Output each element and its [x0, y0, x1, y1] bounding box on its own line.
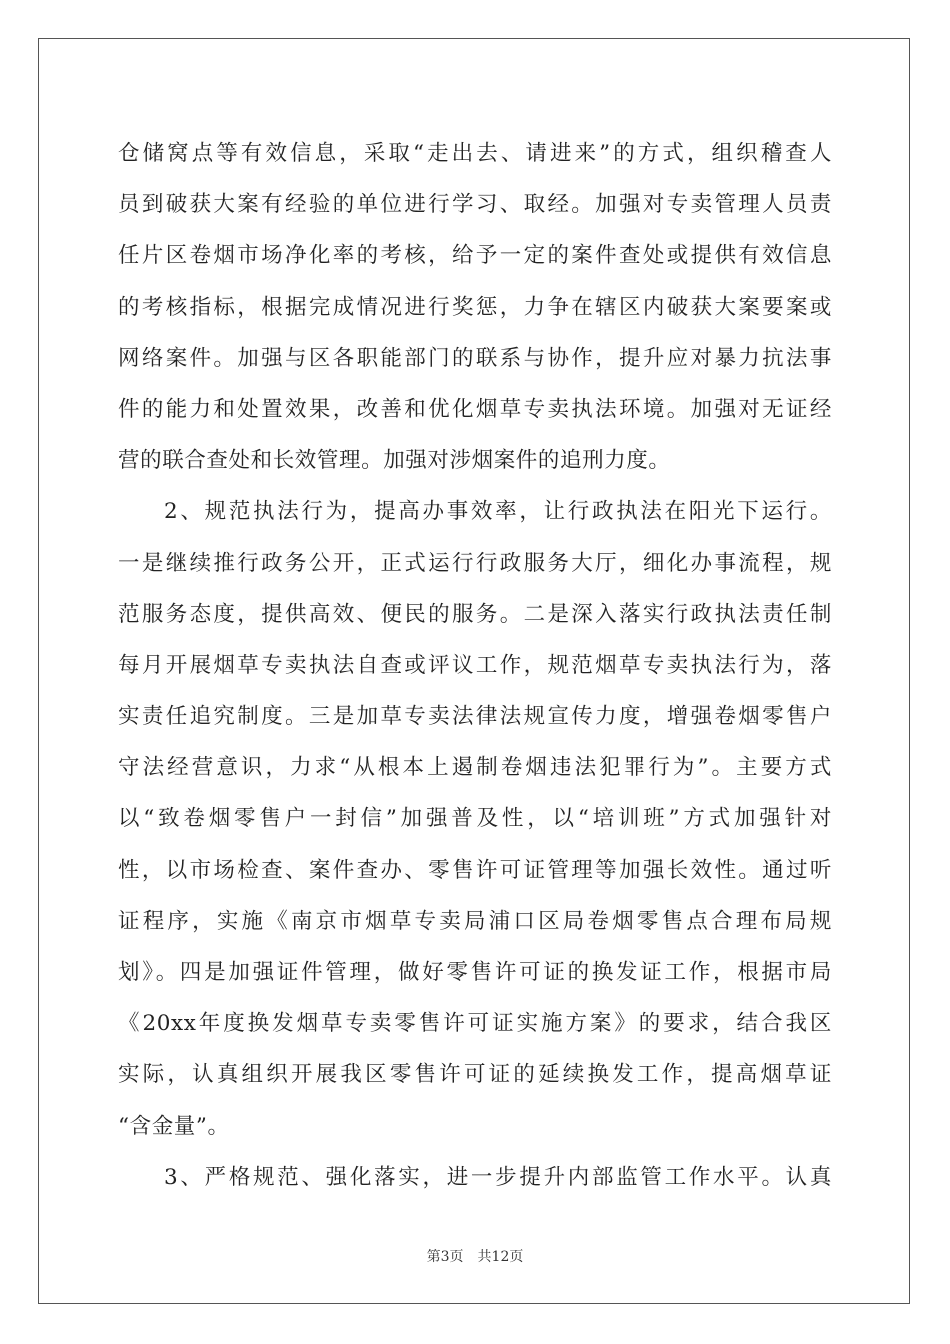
text-line: 《20xx年度换发烟草专卖零售许可证实施方案》的要求，结合我区: [118, 1011, 832, 1037]
text-line: 任片区卷烟市场净化率的考核，给予一定的案件查处或提供有效信息: [118, 243, 832, 269]
text-line: 划》。四是加强证件管理，做好零售许可证的换发证工作，根据市局: [118, 960, 832, 985]
text-line: 网络案件。加强与区各职能部门的联系与协作，提升应对暴力抗法事: [118, 345, 832, 371]
text-line: 实际，认真组织开展我区零售许可证的延续换发工作，提高烟草证: [118, 1062, 832, 1088]
text-line: 以“致卷烟零售户一封信”加强普及性，以“培训班”方式加强针对: [118, 806, 832, 832]
text-line: 件的能力和处置效果，改善和优化烟草专卖执法环境。加强对无证经: [118, 396, 832, 422]
text-line: 证程序，实施《南京市烟草专卖局浦口区局卷烟零售点合理布局规: [118, 908, 832, 934]
page-footer: [0, 1246, 950, 1266]
text-line: 性，以市场检查、案件查办、零售许可证管理等加强长效性。通过听: [118, 857, 832, 883]
text-line: 仓储窝点等有效信息，采取“走出去、请进来”的方式，组织稽查人: [118, 141, 832, 166]
text-line: “含金量”。: [118, 1113, 230, 1139]
text-line: 范服务态度，提供高效、便民的服务。二是深入落实行政执法责任制: [118, 601, 832, 627]
text-line: 实责任追究制度。三是加草专卖法律法规宣传力度，增强卷烟零售户: [118, 704, 832, 730]
page-total: 共12页: [477, 1249, 524, 1265]
text-line: 的考核指标，根据完成情况进行奖惩，力争在辖区内破获大案要案或: [118, 294, 832, 320]
document-body: [118, 128, 832, 1203]
text-line: 守法经营意识，力求“从根本上遏制卷烟违法犯罪行为”。主要方式: [118, 755, 832, 781]
paragraph-heading-2: 2、规范执法行为，提高办事效率，让行政执法在阳光下运行。: [164, 499, 832, 525]
page-number: 第3页: [426, 1249, 464, 1265]
text-line: 营的联合查处和长效管理。加强对涉烟案件的追刑力度。: [118, 448, 671, 474]
paragraph-heading-3: 3、严格规范、强化落实，进一步提升内部监管工作水平。认真: [164, 1164, 832, 1190]
text-line: 员到破获大案有经验的单位进行学习、取经。加强对专卖管理人员责: [118, 192, 832, 218]
text-line: 每月开展烟草专卖执法自查或评议工作，规范烟草专卖执法行为，落: [118, 652, 832, 678]
text-line: 一是继续推行政务公开，正式运行行政服务大厅，细化办事流程，规: [118, 550, 832, 576]
